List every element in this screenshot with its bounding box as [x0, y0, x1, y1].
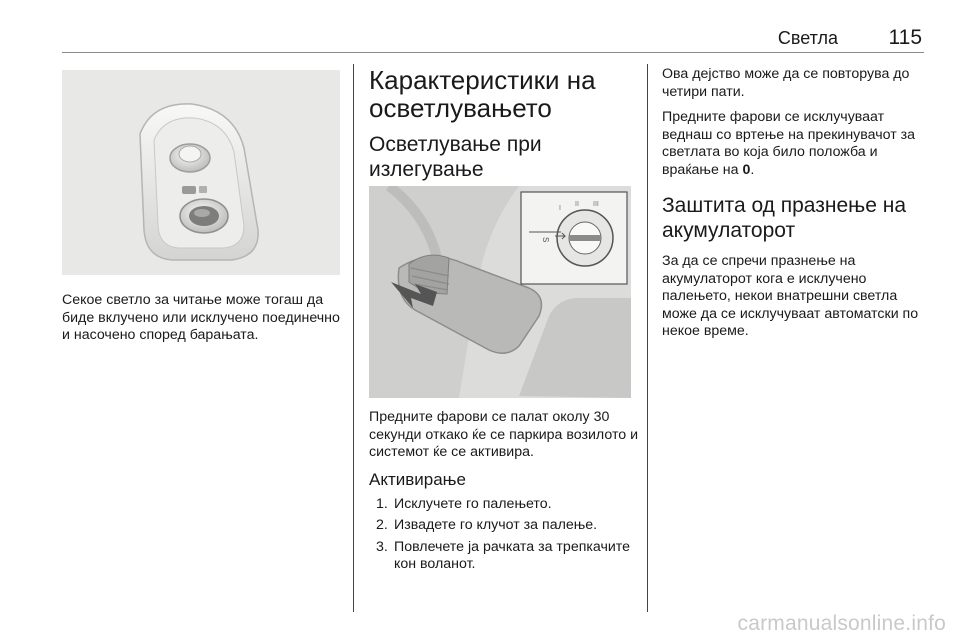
list-item: 2. Извадете го клучот за палење.	[376, 517, 598, 533]
battery-discharge-text: За да се спречи празнење на акумулаторот кога е исклучено палењето, некои внатрешни светла може да се исклучуваат автоматски по некое време.	[662, 253, 919, 339]
battery-discharge-heading: Заштита од празнење на акумулаторот	[662, 194, 907, 242]
page-header	[62, 26, 924, 53]
exit-lighting-description: Предните фарови се палат околу 30 секунди откако ќе се паркира возилото и системот ќе се активира.	[369, 409, 639, 460]
svg-text:I: I	[559, 205, 561, 212]
svg-text:II: II	[575, 201, 579, 208]
column-3	[662, 66, 930, 349]
reading-light-illustration	[62, 70, 340, 275]
exit-lighting-illustration	[369, 186, 631, 398]
switch-off-note: Предните фарови се исклучуваат веднаш со вртење на прекинувачот за светлата во која било положба и враќање на 0.	[662, 109, 916, 178]
switch-position-zero: 0	[742, 161, 751, 178]
watermark: carmanualsonline.info	[737, 612, 946, 635]
svg-text:III: III	[593, 201, 599, 208]
column-divider	[647, 64, 648, 612]
lighting-features-heading: Карактеристики на осветлувањето	[369, 65, 596, 123]
list-item: 1. Исклучете го палењето.	[376, 495, 552, 512]
column-2	[369, 66, 639, 192]
list-item: 3. Повлечете ја рачката за трепкачите кон воланот.	[376, 538, 631, 572]
activation-heading: Активирање	[369, 469, 466, 489]
reading-light-text: Секое светло за читање може тогаш да биде вклучено или исклучено поединечно и насочено според барањата.	[62, 292, 340, 343]
exit-lighting-heading: Осветлување при излегување	[369, 133, 542, 181]
column-1	[62, 292, 342, 353]
repeat-note: Ова дејство може да се повторува до четири пати.	[662, 66, 910, 100]
column-2-text	[369, 409, 639, 578]
section-title: Светла	[777, 28, 838, 48]
activation-steps	[369, 496, 639, 574]
page-number: 115	[888, 26, 922, 49]
key-position-label: S	[541, 237, 550, 243]
column-divider	[353, 64, 354, 612]
